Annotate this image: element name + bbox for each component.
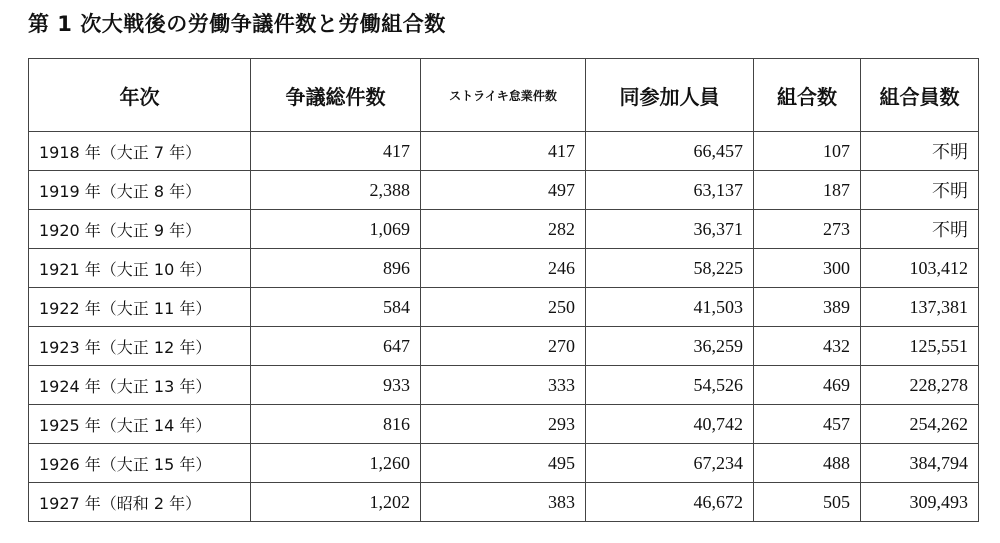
cell-disputes: 2,388 [251,171,421,210]
cell-participants: 63,137 [586,171,754,210]
data-table [28,58,979,522]
cell-participants: 46,672 [586,483,754,522]
cell-strikes: 383 [421,483,586,522]
cell-disputes: 584 [251,288,421,327]
table-row [29,171,979,210]
header-members: 組合員数 [861,59,979,132]
page-title: 第 1 次大戦後の労働争議件数と労働組合数 [28,12,446,36]
cell-participants: 40,742 [586,405,754,444]
cell-members: 不明 [861,171,979,210]
cell-members: 228,278 [861,366,979,405]
cell-unions: 505 [754,483,861,522]
header-strikes: ストライキ怠業件数 [421,59,586,132]
table-row [29,249,979,288]
cell-participants: 41,503 [586,288,754,327]
cell-members: 125,551 [861,327,979,366]
cell-year: 1926 年（大正 15 年） [29,444,251,483]
cell-disputes: 816 [251,405,421,444]
cell-members: 384,794 [861,444,979,483]
cell-year: 1919 年（大正 8 年） [29,171,251,210]
cell-members: 103,412 [861,249,979,288]
cell-year: 1920 年（大正 9 年） [29,210,251,249]
cell-participants: 67,234 [586,444,754,483]
table-row [29,444,979,483]
cell-strikes: 293 [421,405,586,444]
cell-unions: 457 [754,405,861,444]
table-row [29,366,979,405]
cell-members: 不明 [861,210,979,249]
table-row [29,132,979,171]
cell-disputes: 647 [251,327,421,366]
cell-strikes: 495 [421,444,586,483]
cell-unions: 187 [754,171,861,210]
cell-unions: 432 [754,327,861,366]
cell-participants: 58,225 [586,249,754,288]
table-row [29,210,979,249]
header-unions: 組合数 [754,59,861,132]
cell-participants: 54,526 [586,366,754,405]
table-row [29,288,979,327]
cell-year: 1918 年（大正 7 年） [29,132,251,171]
header-row [29,59,979,132]
cell-disputes: 1,202 [251,483,421,522]
cell-year: 1923 年（大正 12 年） [29,327,251,366]
cell-strikes: 250 [421,288,586,327]
table-row [29,405,979,444]
cell-disputes: 896 [251,249,421,288]
cell-disputes: 417 [251,132,421,171]
table-row [29,327,979,366]
cell-disputes: 1,260 [251,444,421,483]
cell-unions: 469 [754,366,861,405]
table-row [29,483,979,522]
table-body [29,132,979,522]
cell-members: 不明 [861,132,979,171]
table-header [29,59,979,132]
cell-disputes: 1,069 [251,210,421,249]
cell-strikes: 333 [421,366,586,405]
cell-unions: 488 [754,444,861,483]
cell-members: 254,262 [861,405,979,444]
cell-members: 137,381 [861,288,979,327]
cell-participants: 36,259 [586,327,754,366]
header-participants: 同参加人員 [586,59,754,132]
cell-strikes: 282 [421,210,586,249]
cell-participants: 66,457 [586,132,754,171]
cell-members: 309,493 [861,483,979,522]
cell-unions: 389 [754,288,861,327]
cell-year: 1925 年（大正 14 年） [29,405,251,444]
cell-year: 1922 年（大正 11 年） [29,288,251,327]
cell-year: 1924 年（大正 13 年） [29,366,251,405]
cell-strikes: 497 [421,171,586,210]
cell-unions: 300 [754,249,861,288]
cell-participants: 36,371 [586,210,754,249]
cell-year: 1921 年（大正 10 年） [29,249,251,288]
cell-strikes: 417 [421,132,586,171]
cell-strikes: 270 [421,327,586,366]
cell-disputes: 933 [251,366,421,405]
cell-unions: 273 [754,210,861,249]
cell-unions: 107 [754,132,861,171]
header-disputes: 争議総件数 [251,59,421,132]
cell-year: 1927 年（昭和 2 年） [29,483,251,522]
header-year: 年次 [29,59,251,132]
cell-strikes: 246 [421,249,586,288]
